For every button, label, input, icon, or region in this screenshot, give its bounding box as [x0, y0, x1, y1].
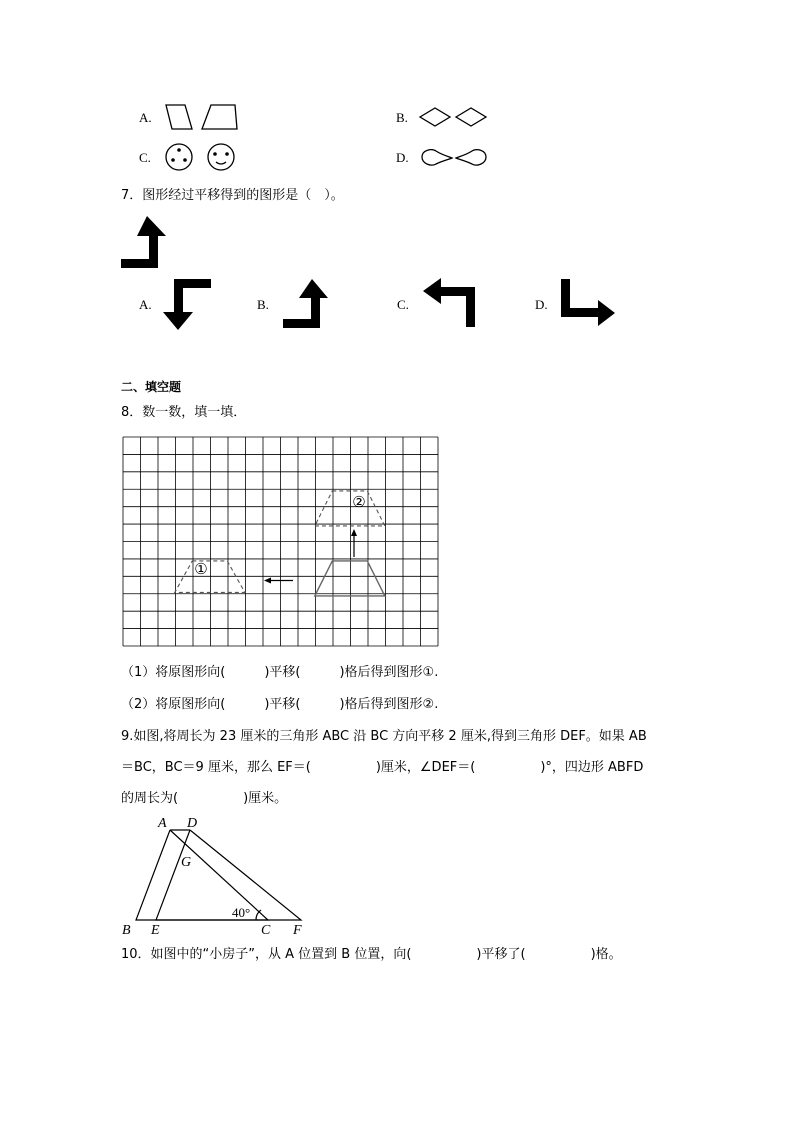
q6-option-b-letter[interactable]: B.	[396, 110, 408, 125]
label-b: B	[122, 923, 131, 938]
up-arrow-icon	[351, 529, 357, 557]
grid-lines	[123, 437, 438, 646]
q7-option-c-letter[interactable]: C.	[397, 297, 409, 312]
q7-option-d-letter[interactable]: D.	[535, 297, 548, 312]
bent-arrow-up-icon	[283, 278, 333, 332]
angle-label: 40°	[232, 905, 251, 920]
label-a: A	[158, 816, 167, 831]
face-circle-pair-icon	[163, 143, 243, 173]
bent-arrow-right-icon	[560, 278, 618, 328]
original-trapezoid	[315, 561, 385, 596]
q9-line-2: ＝BC，BC＝9 厘米，那么 EF＝( )厘米，∠DEF＝( )°，四边形 ABFD	[121, 760, 644, 775]
trapezoid-pair-icon	[162, 104, 242, 130]
figure-1-label: ①	[194, 560, 208, 578]
q9-line-3: 的周长为( )厘米。	[121, 791, 288, 806]
q7-option-b-letter[interactable]: B.	[257, 297, 269, 312]
teardrop-pair-icon	[420, 147, 492, 169]
q8-line-2: （2）将原图形向( )平移( )格后得到图形②.	[121, 697, 439, 712]
q7-stem: 7．图形经过平移得到的图形是（ ）。	[121, 188, 344, 203]
label-g: G	[181, 855, 192, 870]
q6-option-d-letter[interactable]: D.	[396, 150, 409, 165]
label-e: E	[151, 923, 160, 938]
q6-option-c-letter[interactable]: C.	[139, 150, 151, 165]
label-f: F	[293, 923, 302, 938]
figure-2-label: ②	[352, 493, 366, 511]
section-title: 二、填空题	[121, 380, 182, 394]
q8-stem: 8．数一数，填一填．	[121, 405, 247, 420]
q7-option-a-letter[interactable]: A.	[139, 297, 152, 312]
bent-arrow-down-icon	[164, 278, 214, 332]
left-arrow-icon	[264, 578, 293, 584]
bent-arrow-left-icon	[422, 278, 478, 330]
translation-grid-figure	[123, 437, 439, 647]
label-c: C	[261, 923, 271, 938]
q6-option-a-letter[interactable]: A.	[139, 110, 152, 125]
rhombus-pair-icon	[418, 107, 490, 129]
figure-2-trapezoid	[315, 491, 385, 526]
q10-stem: 10．如图中的“小房子”，从 A 位置到 B 位置，向( )平移了( )格。	[121, 947, 622, 962]
triangle-translation-figure	[118, 812, 318, 938]
q8-line-1: （1）将原图形向( )平移( )格后得到图形①.	[121, 665, 439, 680]
label-d: D	[187, 816, 198, 831]
original-bent-arrow-icon	[121, 214, 171, 270]
q9-line-1: 9.如图,将周长为 23 厘米的三角形 ABC 沿 BC 方向平移 2 厘米,得到三角形 DEF。如果 AB	[121, 729, 647, 744]
